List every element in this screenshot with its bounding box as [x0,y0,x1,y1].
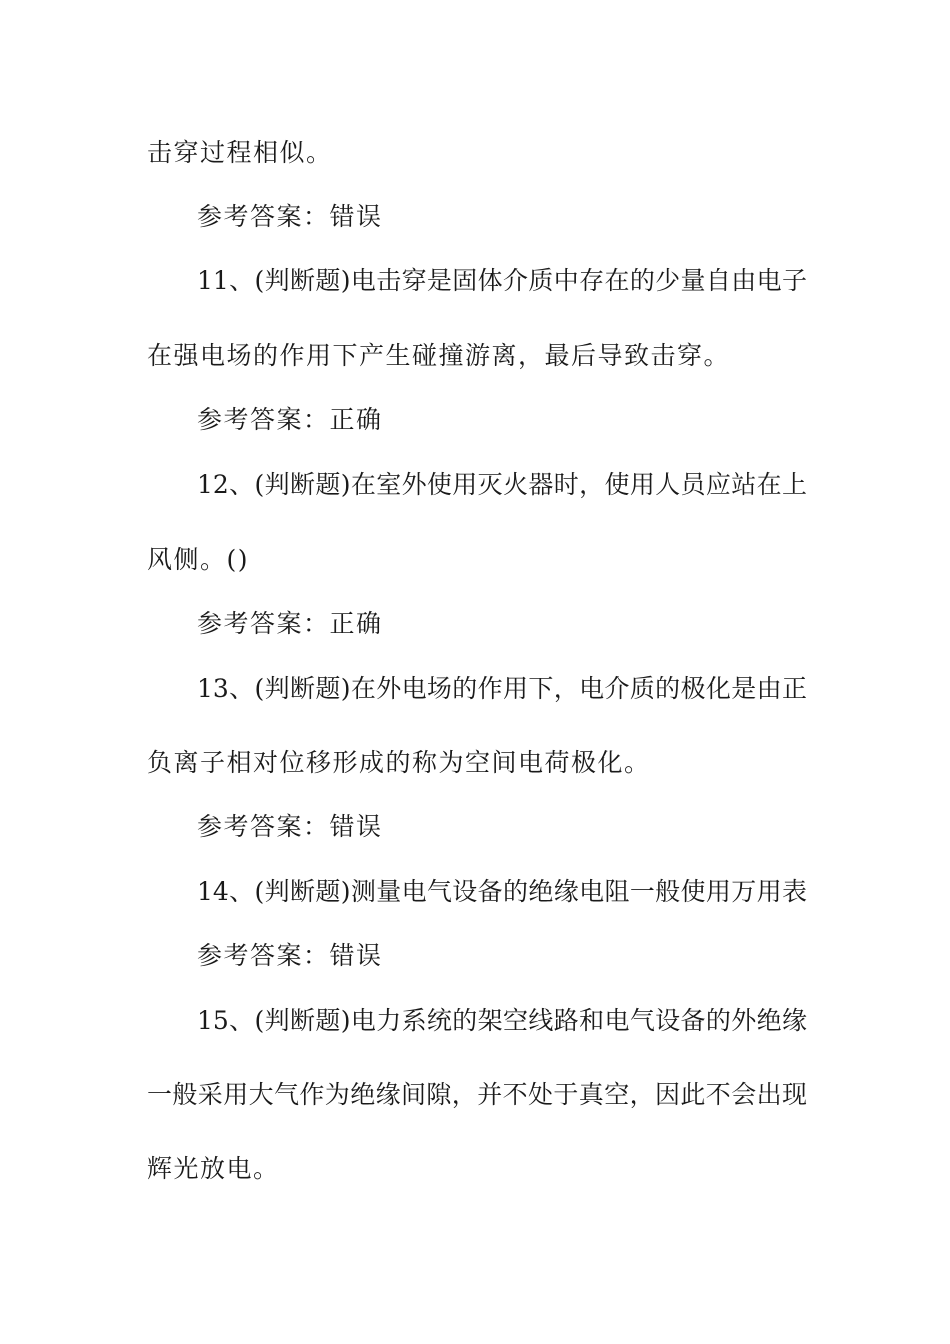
q13-answer: 参考答案：错误 [197,812,383,841]
q12-answer: 参考答案：正确 [197,609,383,638]
q15-question-line-3: 辉光放电。 [147,1154,280,1183]
q10-answer: 参考答案：错误 [197,202,383,231]
q13-question-line-1: 13、(判断题)在外电场的作用下，电介质的极化是由正 [197,674,807,703]
q15-question-line-1: 15、(判断题)电力系统的架空线路和电气设备的外绝缘 [197,1006,807,1035]
q11-answer: 参考答案：正确 [197,405,383,434]
q13-question-line-2: 负离子相对位移形成的称为空间电荷极化。 [147,748,651,777]
q14-question-line-1: 14、(判断题)测量电气设备的绝缘电阻一般使用万用表 [197,877,807,906]
q11-question-line-2: 在强电场的作用下产生碰撞游离，最后导致击穿。 [147,341,731,370]
q14-answer: 参考答案：错误 [197,941,383,970]
q12-question-line-1: 12、(判断题)在室外使用灭火器时，使用人员应站在上 [197,470,807,499]
q10-continuation-text: 击穿过程相似。 [147,138,333,167]
q15-question-line-2: 一般采用大气作为绝缘间隙，并不处于真空，因此不会出现 [147,1080,807,1109]
q11-question-line-1: 11、(判断题)电击穿是固体介质中存在的少量自由电子 [197,266,807,295]
q12-question-line-2: 风侧。() [147,545,250,574]
